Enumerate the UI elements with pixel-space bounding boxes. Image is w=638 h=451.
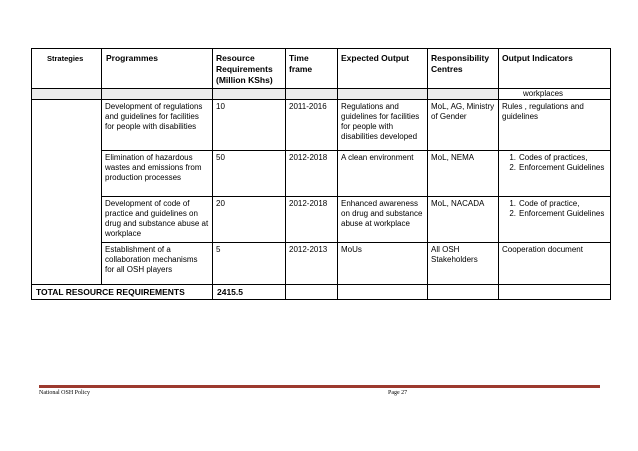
expected-output-cell: A clean environment [338,151,428,197]
responsibility-cell: MoL, NACADA [428,197,499,243]
table-cell [428,285,499,300]
list-item: 1. Code of practice, [509,199,580,208]
responsibility-cell: MoL, NEMA [428,151,499,197]
table-cell [338,285,428,300]
list-item: 2. Enforcement Guidelines [509,209,605,218]
responsibility-cell: All OSH Stakeholders [428,243,499,285]
header-output-indicators: Output Indicators [499,49,611,89]
total-row [32,285,611,300]
indicator-list [502,153,607,173]
table-cell [213,89,286,100]
programme-cell: Development of code of practice and guidelines on drug and substance abuse at workplace [102,197,213,243]
total-value: 2415.5 [213,285,286,300]
resource-cell: 20 [213,197,286,243]
table-cell [428,89,499,100]
continuation-row [32,89,611,100]
header-strategies: Strategies [32,49,102,89]
expected-output-cell: Enhanced awareness on drug and substance abuse at workplace [338,197,428,243]
time-frame-cell: 2012-2018 [286,151,338,197]
table-row [32,151,611,197]
time-frame-cell: 2012-2013 [286,243,338,285]
indicator-cell [499,197,611,243]
expected-output-cell: Regulations and guidelines for facilities for people with disabilities developed [338,100,428,151]
table-row [32,243,611,285]
table-row [32,100,611,151]
header-responsibility: Responsibility Centres [428,49,499,89]
table-cell [102,89,213,100]
footer-document-title: National OSH Policy [39,390,90,396]
indicator-cell: Rules , regulations and guidelines [499,100,611,151]
resource-cell: 5 [213,243,286,285]
footer-page-number: Page 27 [388,390,408,396]
table-cell [286,89,338,100]
responsibility-cell: MoL, AG, Ministry of Gender [428,100,499,151]
table-cell [32,89,102,100]
table-cell [338,89,428,100]
header-expected-output: Expected Output [338,49,428,89]
programme-cell: Elimination of hazardous wastes and emissions from production processes [102,151,213,197]
expected-output-cell: MoUs [338,243,428,285]
resource-cell: 10 [213,100,286,151]
header-time-frame: Time frame [286,49,338,89]
table-row [32,197,611,243]
header-programmes: Programmes [102,49,213,89]
indicator-cell [499,151,611,197]
time-frame-cell: 2011-2016 [286,100,338,151]
continuation-text: workplaces [523,89,564,98]
strategy-cell [32,100,102,285]
list-item: 1. Codes of practices, [509,153,588,162]
indicator-list [502,199,607,219]
resource-cell: 50 [213,151,286,197]
table-cell [499,285,611,300]
programme-cell: Development of regulations and guidelines for facilities for people with disabilities [102,100,213,151]
list-item: 2. Enforcement Guidelines [509,163,605,172]
table-cell [286,285,338,300]
indicator-cell: Cooperation document [499,243,611,285]
programmes-table [31,48,611,300]
footer-rule [39,385,600,388]
programme-cell: Establishment of a collaboration mechanisms for all OSH players [102,243,213,285]
total-label: TOTAL RESOURCE REQUIREMENTS [32,285,213,300]
header-resource: Resource Requirements (Million KShs) [213,49,286,89]
header-row [32,49,611,89]
time-frame-cell: 2012-2018 [286,197,338,243]
continuation-indicator [499,89,611,100]
